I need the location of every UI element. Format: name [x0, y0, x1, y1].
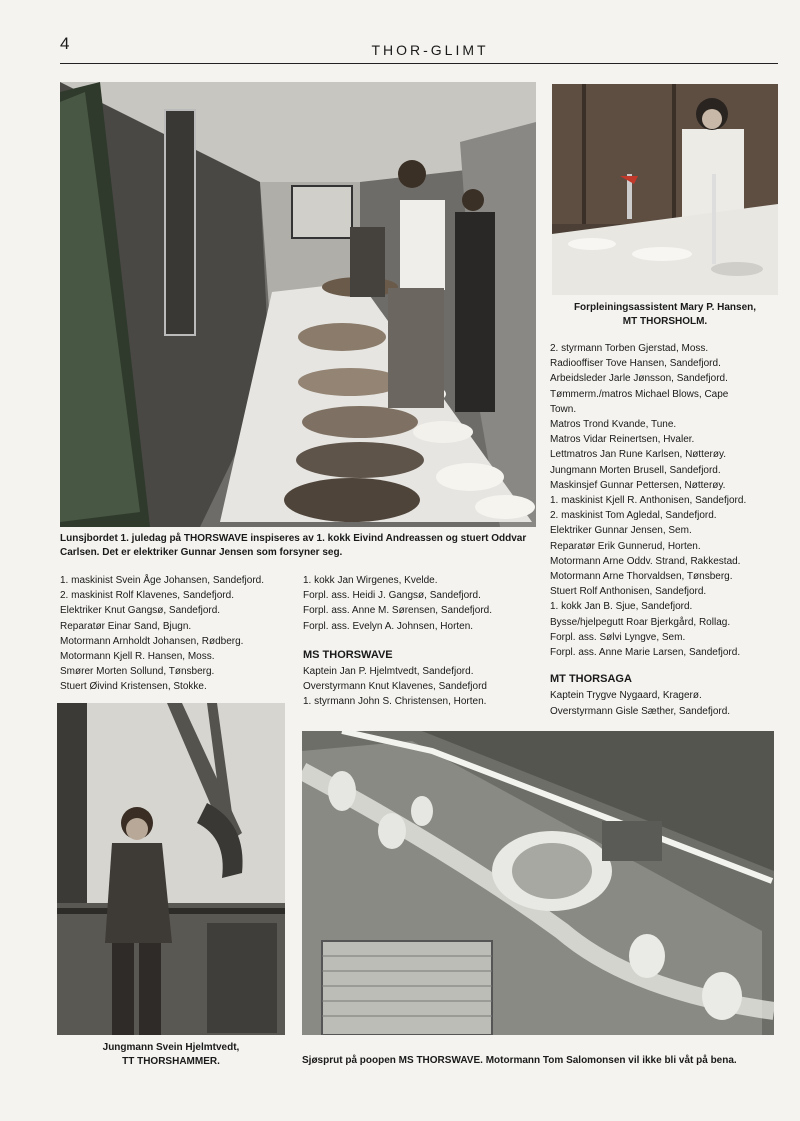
mary-caption-line-1: Forpleiningsassistent Mary P. Hansen,	[573, 302, 757, 313]
crew-entry: Motormann Arne Oddv. Strand, Rakkestad.	[550, 555, 741, 567]
crew-entry: 1. kokk Jan B. Sjue, Sandefjord.	[550, 601, 693, 613]
crew-entry: Overstyrmann Gisle Sæther, Sandefjord.	[550, 705, 731, 717]
crew-entry: Reparatør Erik Gunnerud, Horten.	[550, 540, 701, 552]
crew-entry: Stuert Rolf Anthonisen, Sandefjord.	[550, 586, 707, 598]
crew-entry: Jungmann Morten Brusell, Sandefjord.	[550, 464, 721, 476]
crew-column-2	[303, 573, 539, 710]
crew-entry: 2. maskinist Rolf Klavenes, Sandefjord.	[60, 590, 234, 602]
crew-entry: 1. maskinist Kjell R. Anthonisen, Sandefjord.	[550, 495, 747, 507]
mary-caption	[552, 301, 778, 329]
crew-entry: Town.	[550, 403, 577, 415]
deckhand-caption	[57, 1041, 285, 1069]
buffet-photo	[60, 82, 536, 527]
crew-entry: Motormann Kjell R. Hansen, Moss.	[60, 651, 215, 663]
crew-entry: Elektriker Gunnar Jensen, Sem.	[550, 525, 692, 537]
crew-entry: Smører Morten Sollund, Tønsberg.	[60, 666, 215, 678]
crew-entry: 1. kokk Jan Wirgenes, Kvelde.	[303, 575, 438, 586]
mary-photo	[552, 84, 778, 295]
crew-entry: Matros Vidar Reinertsen, Hvaler.	[550, 434, 695, 446]
crew-entry: 2. styrmann Torben Gjerstad, Moss.	[550, 343, 709, 354]
crew-entry: Kaptein Jan P. Hjelmtvedt, Sandefjord.	[303, 666, 474, 678]
deckhand-photo	[57, 703, 285, 1035]
crew-entry: 1. styrmann John S. Christensen, Horten.	[303, 696, 487, 708]
crew-entry: Forpl. ass. Anne M. Sørensen, Sandefjord.	[303, 605, 492, 617]
crew-entry: Kaptein Trygve Nygaard, Kragerø.	[550, 690, 702, 702]
crew-entry: Maskinsjef Gunnar Pettersen, Nøtterøy.	[550, 479, 726, 491]
crew-entry: Motormann Arne Thorvaldsen, Tønsberg.	[550, 571, 733, 583]
crew-entry: Arbeidsleder Jarle Jønsson, Sandefjord.	[550, 373, 728, 385]
crew-entry: 1. maskinist Svein Åge Johansen, Sandefjord.	[60, 575, 265, 586]
spray-photo	[302, 731, 774, 1035]
crew-entry: Forpl. ass. Evelyn A. Johnsen, Horten.	[303, 620, 474, 632]
deckhand-caption-line-2: TT THORSHAMMER.	[122, 1056, 220, 1067]
buffet-caption: Lunsjbordet 1. juledag på THORSWAVE inspiseres av 1. kokk Eivind Andreassen og stuert Oddvar Carlsen. Det er elektriker Gunnar Jensen som forsyner seg.	[60, 533, 527, 558]
deckhand-caption-line-1: Jungmann Svein Hjelmtvedt,	[102, 1042, 240, 1053]
crew-column-1	[60, 573, 292, 695]
crew-column-3	[550, 341, 780, 719]
crew-entry: Elektriker Knut Gangsø, Sandefjord.	[60, 605, 221, 617]
crew-entry: Bysse/hjelpegutt Roar Bjerkgård, Rollag.	[550, 616, 731, 628]
mary-caption-line-2: MT THORSHOLM.	[622, 316, 708, 327]
ship-heading-thorswave: MS THORSWAVE	[303, 648, 393, 661]
crew-entry: Motormann Arnholdt Johansen, Rødberg.	[60, 635, 244, 647]
header-rule	[60, 63, 778, 64]
crew-entry: Radiooffiser Tove Hansen, Sandefjord.	[550, 358, 721, 370]
spray-caption: Sjøsprut på poopen MS THORSWAVE. Motormann Tom Salomonsen vil ikke bli våt på bena.	[302, 1055, 737, 1066]
crew-entry: Forpl. ass. Anne Marie Larsen, Sandefjord.	[550, 647, 741, 659]
crew-entry: Reparatør Einar Sand, Bjugn.	[60, 620, 192, 632]
running-head: THOR-GLIMT	[371, 42, 489, 58]
crew-entry: 2. maskinist Tom Agledal, Sandefjord.	[550, 510, 717, 522]
crew-entry: Lettmatros Jan Rune Karlsen, Nøtterøy.	[550, 449, 726, 461]
crew-entry: Tømmerm./matros Michael Blows, Cape	[550, 388, 729, 400]
crew-entry: Forpl. ass. Heidi J. Gangsø, Sandefjord.	[303, 590, 481, 602]
crew-entry: Matros Trond Kvande, Tune.	[550, 419, 677, 431]
crew-entry: Stuert Øivind Kristensen, Stokke.	[60, 681, 207, 693]
page-number: 4	[60, 34, 70, 53]
ship-heading-thorsaga: MT THORSAGA	[550, 673, 632, 686]
crew-entry: Overstyrmann Knut Klavenes, Sandefjord	[303, 681, 487, 693]
crew-entry: Forpl. ass. Sølvi Lyngve, Sem.	[550, 631, 686, 643]
